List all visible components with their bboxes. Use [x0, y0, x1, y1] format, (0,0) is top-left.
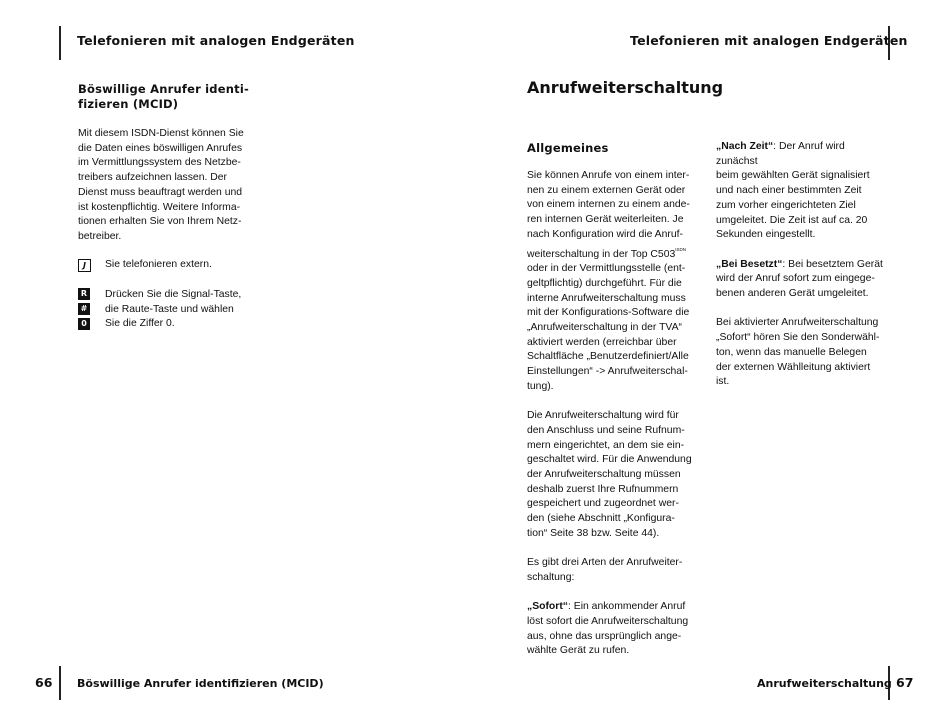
section-title: Böswillige Anrufer identi- fizieren (MCID): [78, 82, 249, 111]
step1-text: Sie telefonieren extern.: [105, 259, 212, 270]
signal-key-icon: R: [78, 288, 90, 300]
right-page-number: 67: [896, 675, 914, 690]
step2-text: Drücken Sie die Signal-Taste, die Raute-Taste und wählen Sie die Ziffer 0.: [105, 289, 242, 330]
left-footer-rule: [59, 666, 61, 700]
hash-key-icon: #: [78, 303, 90, 315]
left-page-number: 66: [35, 675, 53, 690]
column1-text: Sie können Anrufe von einem inter- nen zu einem externen Gerät oder von einem internen zu einem ande- ren internen Gerät weiterleiten. Je nach Konfiguration wird die Anruf- weiterschaltung in der Top $C503^{ISDN}$ oder in der Vermittlungsstelle (ent- geltpflichtig) durchgeführt. Für die interne Anrufweiterschaltung muss mit der Konfigurations-Software die „Anrufweiterschaltung in der TVA“ aktiviert werden (erreichbar über Schaltfläche „Benutzerdefiniert/Alle Einstellungen“ -> Anrufweiterschal- tung). Die Anrufweiterschaltung wird für den Anschluss und seine Rufnum- mern eingerichtet, an dem sie ein- geschaltet wird. Für die Anwendung der Anrufweiterschaltung müssen deshalb zuerst Ihre Rufnummern gespeichert und zugeordnet wer- den (siehe Abschnitt „Konfigura- tion“ Seite 38 bzw. Seite 44). Es gibt drei Arten der Anrufweiter- schaltung: „Sofort“: Ein ankommender Anruf löst sofort die Anrufweiterschaltung aus, ohne das ursprünglich ange- wählte Gerät zu rufen.: [527, 170, 692, 657]
page-title: Anrufweiterschaltung: [527, 78, 724, 97]
left-footer: Böswillige Anrufer identifizieren (MCID): [77, 677, 324, 690]
column2-text: „Nach Zeit“: Der Anruf wird zunächst beim gewählten Gerät signalisiert und nach einer bestimmten Zeit zum vorher eingerichteten Ziel umgeleitet. Die Zeit ist auf ca. 20 Sekunden eingestellt. „Bei Besetzt“: Bei besetztem Gerät wird der Anruf sofort zum eingege- benen anderen Gerät umgeleitet. Bei aktivierter Anrufweiterschaltung „Sofort“ hören Sie den Sonderwähl- ton, wenn das manuelle Belegen der externen Wählleitung aktiviert ist.: [716, 141, 883, 388]
left-header-rule: [59, 26, 61, 60]
right-running-header: Telefonieren mit analogen Endgeräten: [630, 33, 908, 48]
right-footer: Anrufweiterschaltung: [757, 677, 892, 690]
zero-key-icon: 0: [78, 318, 90, 330]
handset-key-icon: J: [78, 259, 91, 272]
left-running-header: Telefonieren mit analogen Endgeräten: [77, 33, 355, 48]
subtitle: Allgemeines: [527, 141, 609, 155]
intro-text: Mit diesem ISDN-Dienst können Sie die Daten eines böswilligen Anrufes im Vermittlungssystem des Netzbe- treibers aufzeichnen lassen. Der Dienst muss beauftragt werden und ist kostenpflichtig. Weitere Informa- tionen erhalten Sie von Ihrem Netz- betreiber.: [78, 128, 244, 242]
